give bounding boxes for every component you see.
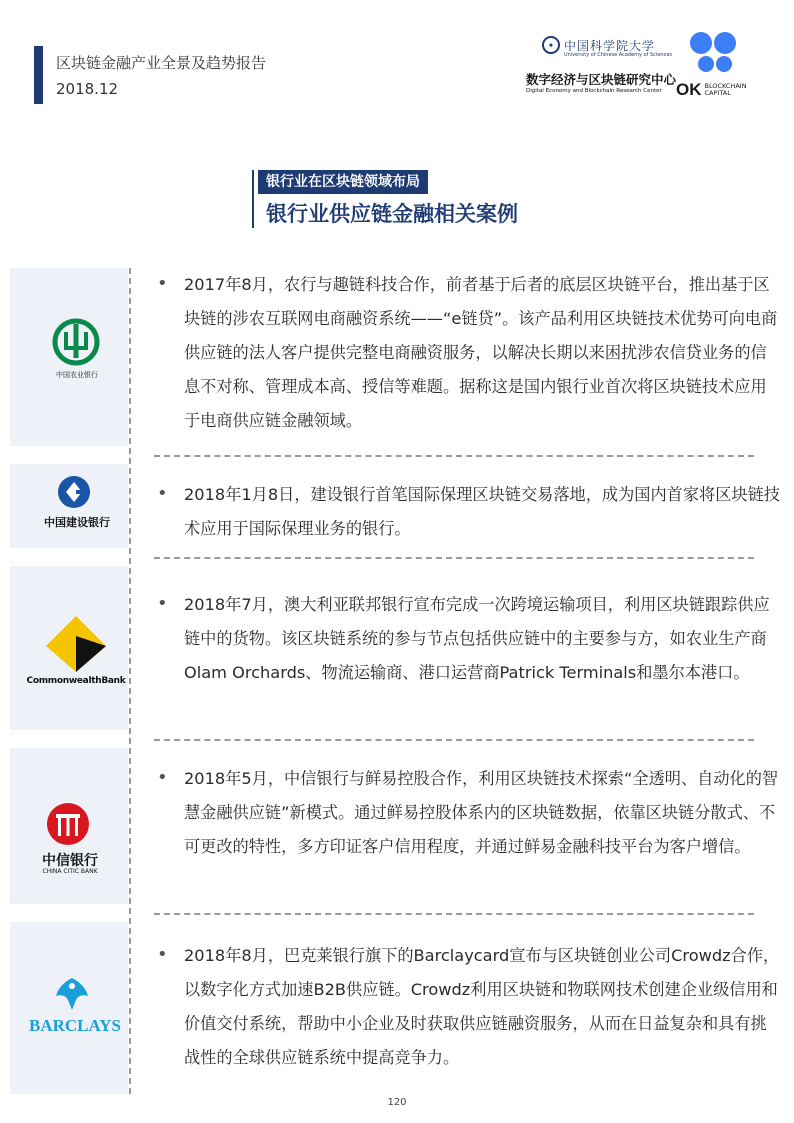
page-number: 120 bbox=[387, 1097, 407, 1108]
cba-logo bbox=[44, 614, 108, 674]
row-separator bbox=[154, 455, 754, 457]
vertical-divider bbox=[129, 268, 131, 1094]
barclays-logo bbox=[52, 974, 92, 1014]
okb-dot-icon bbox=[714, 32, 736, 54]
okb-line2: CAPITAL bbox=[704, 89, 731, 97]
case-text-citic: 2018年5月，中信银行与鲜易控股合作，利用区块链技术探索“全透明、自动化的智慧金融供应链”新模式。通过鲜易控股体系内的区块链数据，依靠区块链分散式、不可更改的特性，多方印证客户信用程度，并通过鲜易金融科技平台为客户增信。 bbox=[184, 769, 779, 856]
abc-logo-text: 中国农业银行 bbox=[56, 371, 98, 379]
citic-logo-english: CHINA CITIC BANK bbox=[42, 868, 98, 875]
section-rule bbox=[252, 170, 254, 228]
ucas-logo bbox=[526, 36, 682, 106]
okb-dot-icon bbox=[716, 56, 732, 72]
ccb-emblem-icon bbox=[52, 474, 96, 510]
case-text-barclays: 2018年8月，巴克莱银行旗下的Barclaycard宣布与区块链创业公司Crowdz合作，以数字化方式加速B2B供应链。Crowdz利用区块链和物联网技术创建企业级信用和价值交付系统，帮助中小企业及时获取供应链融资服务，从而在日益复杂和具有挑战性的全球供应链系统中提高竞争力。 bbox=[184, 946, 780, 1067]
bullet-icon: • bbox=[157, 483, 168, 504]
cba-logo-text: CommonwealthBank bbox=[26, 676, 126, 686]
case-text-ccb: 2018年1月8日，建设银行首笔国际保理区块链交易落地，成为国内首家将区块链技术应用于国际保理业务的银行。 bbox=[184, 485, 780, 538]
ccb-logo-text: 中国建设银行 bbox=[44, 516, 110, 529]
section-title: 银行业供应链金融相关案例 bbox=[266, 202, 518, 226]
row-separator bbox=[154, 913, 754, 915]
bullet-icon: • bbox=[157, 593, 168, 614]
barclays-logo-text: BARCLAYS bbox=[29, 1016, 121, 1035]
barclays-eagle-icon bbox=[52, 974, 92, 1014]
citic-logo-text: 中信银行 bbox=[42, 853, 98, 869]
ucas-name: 中国科学院大学 bbox=[564, 38, 656, 53]
okb-line1: BLOCKCHAIN bbox=[704, 82, 747, 90]
okb-dot-icon bbox=[698, 56, 714, 72]
citic-logo bbox=[44, 800, 92, 848]
ccb-logo bbox=[52, 474, 96, 510]
bullet-icon: • bbox=[157, 944, 168, 965]
case-text-cba: 2018年7月，澳大利亚联邦银行宣布完成一次跨境运输项目，利用区块链跟踪供应链中的货物。该区块链系统的参与节点包括供应链中的主要参与方，如农业生产商Olam Orchards、物流运输商、港口运营商Patrick Terminals和墨尔本港口。 bbox=[184, 595, 770, 682]
report-date: 2018.12 bbox=[56, 80, 119, 98]
report-title: 区块链金融产业全景及趋势报告 bbox=[56, 54, 267, 72]
row-separator bbox=[154, 739, 754, 741]
citic-emblem-icon bbox=[44, 800, 92, 848]
ucas-seal-icon: ✦ bbox=[542, 36, 560, 54]
bullet-icon: • bbox=[157, 767, 168, 788]
okb-ok-text: OK bbox=[676, 80, 702, 99]
section-tag: 银行业在区块链领域布局 bbox=[258, 170, 428, 194]
ucas-english-name: University of Chinese Academy of Sciences bbox=[564, 52, 672, 58]
cba-diamond-icon bbox=[44, 614, 108, 674]
header-accent-bar bbox=[34, 46, 43, 104]
ok-blockchain-capital-logo bbox=[676, 28, 766, 104]
bullet-icon: • bbox=[157, 273, 168, 294]
row-separator bbox=[154, 557, 754, 559]
research-center-name: 数字经济与区块链研究中心 bbox=[526, 72, 677, 87]
abc-logo bbox=[46, 318, 106, 378]
abc-emblem-icon bbox=[46, 318, 106, 378]
case-text-abc: 2017年8月，农行与趣链科技合作，前者基于后者的底层区块链平台，推出基于区块链的涉农互联网电商融资系统——“e链贷”。该产品利用区块链技术优势可向电商供应链的法人客户提供完整电商融资服务，以解决长期以来困扰涉农信贷业务的信息不对称、管理成本高、授信等难题。据称这是国内银行业首次将区块链技术应用于电商供应链金融领域。 bbox=[184, 275, 778, 430]
okb-dot-icon bbox=[690, 32, 712, 54]
research-center-english-name: Digital Economy and Blockchain Research Center bbox=[526, 88, 662, 94]
